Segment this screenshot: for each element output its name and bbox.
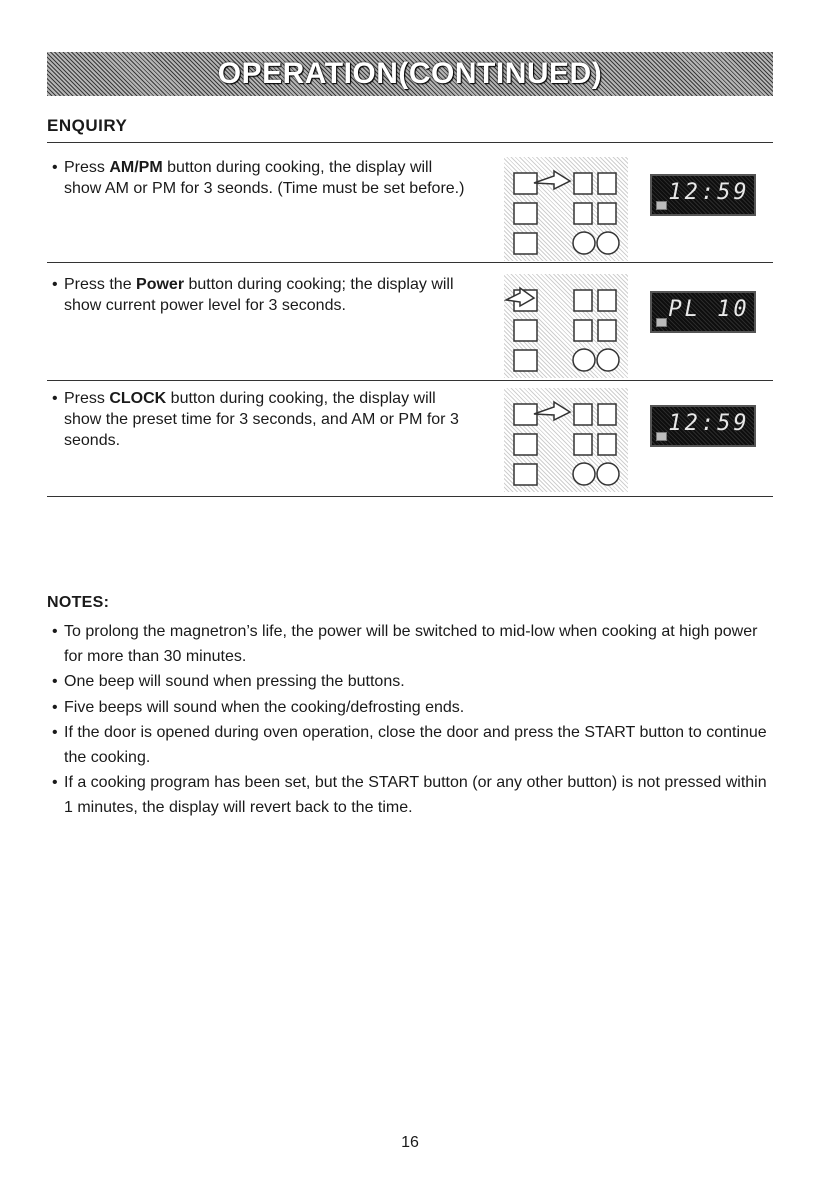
display-indicator-icon	[656, 432, 667, 441]
note-item: • To prolong the magnetron’s life, the power will be switched to mid-low when cooking at high power for more than 30 minutes.	[47, 620, 773, 669]
control-panel-illustration	[504, 157, 628, 261]
notes-list	[47, 620, 773, 821]
display-readout: PL 10	[668, 297, 750, 322]
control-panel-graphic	[504, 274, 628, 378]
pointer-arrow-icon	[534, 171, 570, 189]
button-name: Power	[136, 276, 185, 293]
row-divider	[47, 262, 773, 263]
control-panel-graphic	[504, 157, 628, 261]
display-indicator-icon	[656, 318, 667, 327]
lcd-display	[650, 291, 756, 333]
bullet: •	[52, 724, 58, 741]
enquiry-text: • Press AM/PM button during cooking, the display will show AM or PM for 3 seonds. (Time must be set before.)	[52, 159, 465, 197]
note-item: • If a cooking program has been set, but the START button (or any other button) is not pressed within 1 minutes, the display will revert back to the time.	[47, 771, 773, 820]
bullet: •	[52, 623, 58, 640]
bullet: •	[52, 774, 58, 791]
enquiry-text: • Press the Power button during cooking; the display will show current power level for 3 seconds.	[52, 276, 454, 314]
note-item: • Five beeps will sound when the cooking/defrosting ends.	[47, 696, 773, 721]
lcd-display	[650, 174, 756, 216]
row-divider	[47, 380, 773, 381]
pointer-arrow-icon	[534, 402, 570, 420]
banner-title: OPERATION(CONTINUED)	[217, 57, 603, 90]
bullet: •	[52, 159, 58, 176]
bullet: •	[52, 390, 58, 407]
section-divider	[47, 142, 773, 143]
display-indicator-icon	[656, 201, 667, 210]
section-title: ENQUIRY	[47, 116, 128, 135]
note-item: • If the door is opened during oven operation, close the door and press the START button to continue the cooking.	[47, 721, 773, 770]
control-panel-illustration	[504, 388, 628, 492]
lcd-display	[650, 405, 756, 447]
button-name: CLOCK	[109, 390, 167, 407]
enquiry-text: • Press CLOCK button during cooking, the display will show the preset time for 3 seconds, and AM or PM for 3 seonds.	[52, 390, 459, 449]
notes-title: NOTES:	[47, 594, 110, 611]
bullet: •	[52, 673, 58, 690]
display-readout: 12:59	[668, 411, 750, 436]
page-number: 16	[401, 1134, 419, 1151]
note-item: • One beep will sound when pressing the buttons.	[47, 670, 773, 695]
display-readout: 12:59	[668, 180, 750, 205]
control-panel-graphic	[504, 388, 628, 492]
bullet: •	[52, 698, 58, 716]
button-name: AM/PM	[109, 159, 163, 176]
section-banner	[47, 52, 773, 96]
control-panel-illustration	[504, 274, 628, 378]
row-divider	[47, 496, 773, 497]
bullet: •	[52, 276, 58, 293]
